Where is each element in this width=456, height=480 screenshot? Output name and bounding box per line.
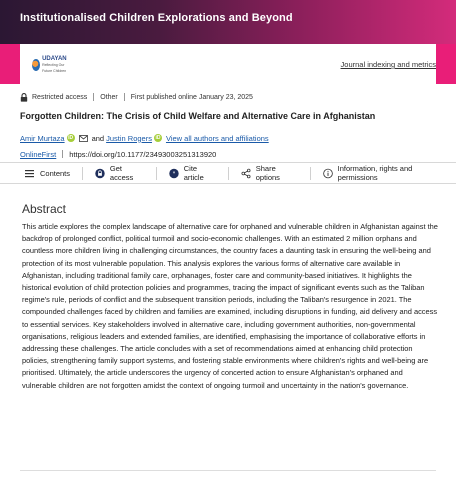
abstract-heading: Abstract <box>22 202 67 216</box>
author-list <box>20 132 269 144</box>
divider <box>93 93 94 101</box>
journal-logo[interactable] <box>32 52 74 78</box>
contents-label: Contents <box>40 168 71 178</box>
divider <box>124 93 125 101</box>
logo-brand: UDAYAN <box>42 56 67 62</box>
author-link[interactable]: Amir Murtaza <box>20 133 65 143</box>
access-status: Restricted access <box>32 93 88 101</box>
get-access-label: Get access <box>109 164 134 182</box>
article-toolbar <box>0 162 456 184</box>
author-link[interactable]: Justin Rogers <box>106 133 152 143</box>
share-options-label: Share options <box>255 164 280 182</box>
cite-article-label: Cite article <box>183 164 204 182</box>
lock-icon <box>95 168 105 179</box>
share-options-button[interactable] <box>229 163 310 183</box>
cite-article-button[interactable] <box>157 163 228 183</box>
article-type: Other <box>100 93 118 101</box>
doi-row <box>20 148 216 160</box>
svg-text:": " <box>172 170 176 178</box>
publication-date: First published online January 23, 2025 <box>130 93 253 101</box>
menu-icon <box>24 168 35 179</box>
orcid-icon[interactable]: iD <box>155 135 161 141</box>
journal-banner <box>0 0 456 44</box>
lock-icon <box>20 93 28 102</box>
abstract-text: This article explores the complex landscape of alternative care for orphaned and vulnerable children in Afghanistan against the backdrop of prolonged conflict, political turmoil and socio-economic challenges. With an estimated 2 million orphans and countless more children living in challenging circumstances, the country faces a daunting task in ensuring the well-being and protection of its most vulnerable population. This analysis explores the various forms of alternative care available in Afghanistan, including traditional family care, orphanages, foster care and community-based initiatives. It highlights the historical evolution of child protection policies and programmes, tracing the impact of significant events such as the Taliban regime's rule, periods of conflict and the subsequent transition periods, including the Taliban's resurgence in 2021. The compounded challenges faced by children and families are examined, including disruptions in funding, aid delivery and access to essential services. Key stakeholders involved in alternative care, including government authorities, non-governmental organisations, religious leaders and extended families, are identified, emphasising the importance of collaborative efforts in addressing these challenges. The article concludes with a set of recommendations aimed at enhancing child protection policies, strengthening family support systems, and fostering stable environments where children's rights and well-being are prioritised. Ultimately, the article underscores the urgency of concerted action to ensure Afghanistan's orphaned and vulnerable children are not forgotten amidst the context of ongoing turmoil and uncertainty in the nation's governance. <box>22 222 438 390</box>
contents-button[interactable] <box>0 163 82 183</box>
article-title: Forgotten Children: The Crisis of Child Welfare and Alternative Care in Afghanistan <box>20 111 376 121</box>
article-meta <box>20 91 253 103</box>
onlinefirst-link[interactable]: OnlineFirst <box>20 149 57 159</box>
email-icon[interactable] <box>79 135 88 142</box>
orcid-icon[interactable]: iD <box>68 135 74 141</box>
journal-indexing-link[interactable]: Journal indexing and metrics <box>340 60 436 69</box>
information-rights-label: Information, rights and permissions <box>337 164 413 182</box>
info-icon <box>323 168 333 179</box>
author-separator: and <box>91 133 105 143</box>
logo-mark-icon <box>32 59 40 71</box>
view-all-authors-link[interactable]: View all authors and affiliations <box>165 133 269 143</box>
get-access-button[interactable] <box>83 163 156 183</box>
divider <box>62 150 63 158</box>
quote-icon <box>169 168 179 179</box>
logo-tagline: Reflecting Our Future Children <box>42 63 67 73</box>
divider <box>20 470 436 471</box>
doi-link[interactable]: https://doi.org/10.1177/23493003251313920 <box>69 149 217 159</box>
journal-title[interactable]: Institutionalised Children Explorations and Beyond <box>20 12 293 24</box>
share-icon <box>241 168 251 179</box>
information-rights-button[interactable] <box>311 163 456 183</box>
